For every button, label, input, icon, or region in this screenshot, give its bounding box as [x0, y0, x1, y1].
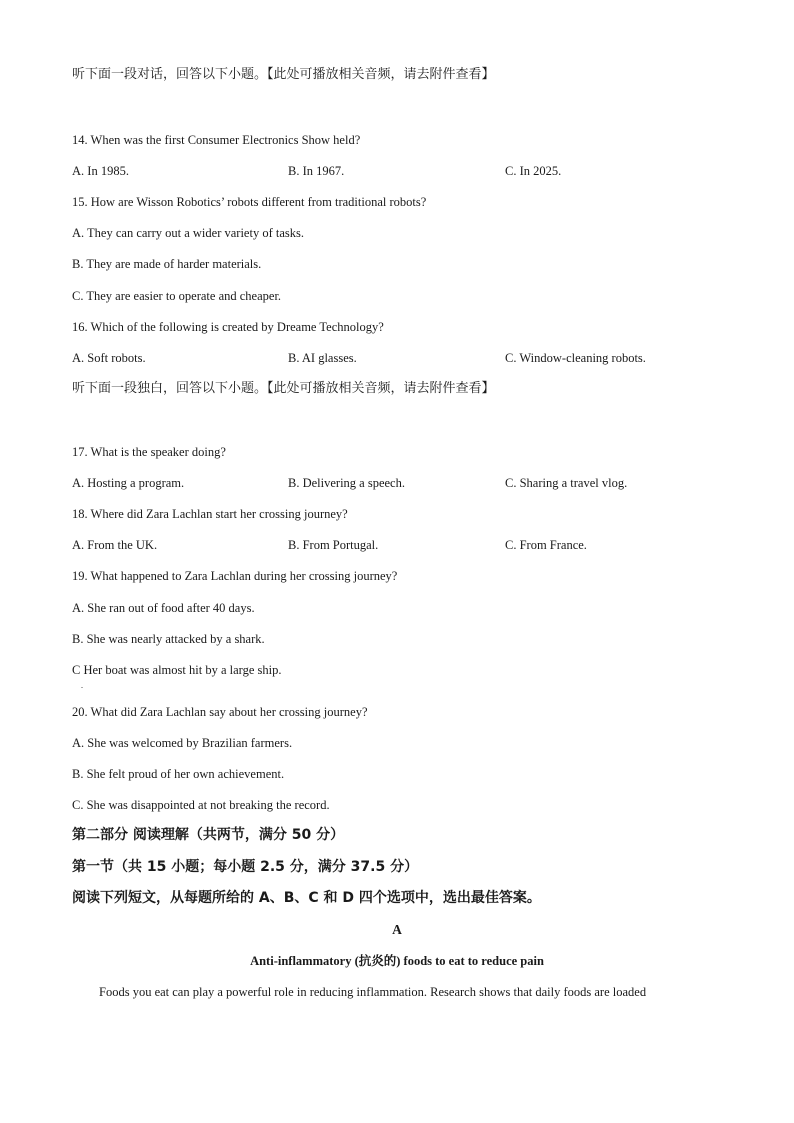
question-14-stem: 14. When was the first Consumer Electronics Show held?: [72, 133, 361, 147]
option-b: B. In 1967.: [288, 164, 345, 178]
question-16-stem: 16. Which of the following is created by Dreame Technology?: [72, 320, 384, 334]
stray-dot: .: [81, 681, 83, 690]
question-15-option-a: A. They can carry out a wider variety of tasks.: [72, 226, 304, 240]
section-one-title: 第一节（共 15 小题；每小题 2.5 分，满分 37.5 分）: [72, 859, 419, 875]
question-19-stem: 19. What happened to Zara Lachlan during her crossing journey?: [72, 569, 398, 583]
option-c: C. In 2025.: [505, 164, 562, 178]
option-c: C. From France.: [505, 538, 587, 552]
question-15-option-c: C. They are easier to operate and cheaper.: [72, 289, 282, 303]
dialogue-instruction: 听下面一段对话，回答以下小题。【此处可播放相关音频，请去附件查看】: [72, 67, 495, 82]
question-19-option-c: C Her boat was almost hit by a large ship.: [72, 663, 282, 677]
passage-label: A: [392, 922, 402, 937]
option-b: B. Delivering a speech.: [288, 476, 405, 490]
option-c: C. Sharing a travel vlog.: [505, 476, 628, 490]
option-a: A. From the UK.: [72, 538, 158, 552]
passage-first-line: Foods you eat can play a powerful role in reducing inflammation. Research shows that daily foods are loaded: [99, 985, 647, 999]
reading-instruction: 阅读下列短文，从每题所给的 A、B、C 和 D 四个选项中，选出最佳答案。: [72, 890, 541, 906]
question-18-stem: 18. Where did Zara Lachlan start her crossing journey?: [72, 507, 348, 521]
option-c: C. Window-cleaning robots.: [505, 351, 646, 365]
question-19-option-a: A. She ran out of food after 40 days.: [72, 601, 255, 615]
question-20-stem: 20. What did Zara Lachlan say about her crossing journey?: [72, 705, 368, 719]
option-a: A. Soft robots.: [72, 351, 146, 365]
passage-title: Anti-inflammatory (抗炎的) foods to eat to reduce pain: [250, 954, 544, 968]
option-a: A. In 1985.: [72, 164, 129, 178]
question-19-option-b: B. She was nearly attacked by a shark.: [72, 632, 265, 646]
option-a: A. Hosting a program.: [72, 476, 185, 490]
option-b: B. AI glasses.: [288, 351, 357, 365]
question-20-option-b: B. She felt proud of her own achievement.: [72, 767, 285, 781]
part-two-title: 第二部分 阅读理解（共两节，满分 50 分）: [72, 827, 345, 843]
question-20-option-a: A. She was welcomed by Brazilian farmers.: [72, 736, 293, 750]
option-b: B. From Portugal.: [288, 538, 379, 552]
question-20-option-c: C. She was disappointed at not breaking the record.: [72, 798, 330, 812]
question-17-stem: 17. What is the speaker doing?: [72, 445, 226, 459]
question-15-option-b: B. They are made of harder materials.: [72, 257, 262, 271]
monologue-instruction: 听下面一段独白，回答以下小题。【此处可播放相关音频，请去附件查看】: [72, 381, 495, 396]
question-15-stem: 15. How are Wisson Robotics’ robots different from traditional robots?: [72, 195, 427, 209]
